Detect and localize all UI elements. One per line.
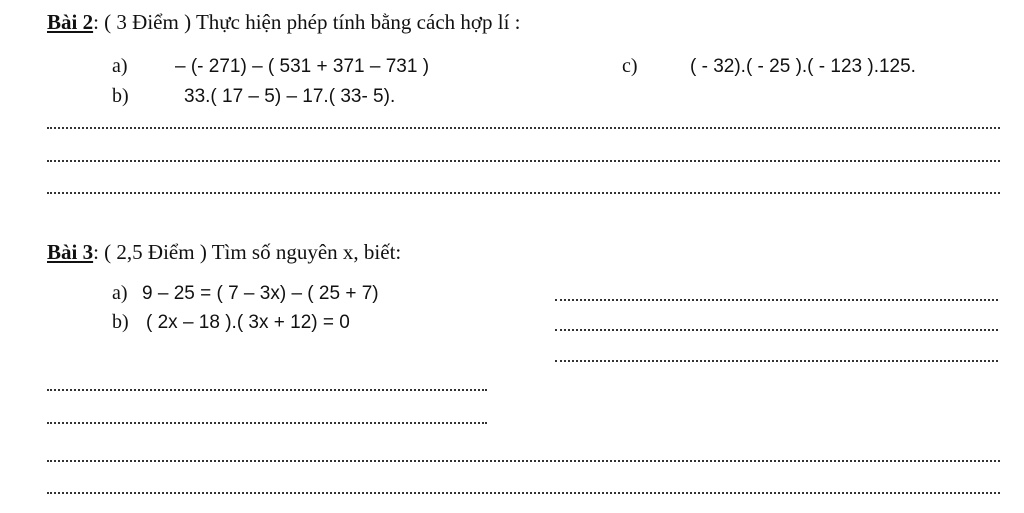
- exercise-3-heading: [47, 240, 401, 265]
- exercise-2-item-c-label: c): [622, 55, 638, 77]
- exercise-2-label: Bài 2: [47, 10, 94, 34]
- exercise-3-item-b-expression: ( 2x – 18 ).( 3x + 12) = 0: [146, 312, 350, 333]
- answer-line: [47, 492, 1000, 494]
- exercise-2-item-a-expression: – (- 271) – ( 531 + 371 – 731 ): [175, 56, 430, 77]
- exercise-2-item-c-expression: ( - 32).( - 25 ).( - 123 ).125.: [690, 56, 916, 77]
- exercise-2-item-b-label: b): [112, 85, 129, 107]
- exercise-2-item-a-label: a): [112, 55, 128, 77]
- exercise-2-heading: [47, 10, 521, 35]
- answer-line: [555, 360, 998, 362]
- answer-line: [47, 160, 1000, 162]
- answer-line: [555, 329, 998, 331]
- exercise-3-label: Bài 3: [47, 240, 94, 264]
- exercise-3-instruction: : ( 2,5 Điểm ) Tìm số nguyên x, biết:: [93, 240, 402, 264]
- exercise-3-item-a-label: a): [112, 282, 128, 304]
- answer-line: [47, 460, 1000, 462]
- answer-line: [47, 192, 1000, 194]
- exercise-3-item-a-expression: 9 – 25 = ( 7 – 3x) – ( 25 + 7): [142, 283, 379, 304]
- answer-line: [47, 127, 1000, 129]
- answer-line: [47, 389, 487, 391]
- exercise-3-item-b-label: b): [112, 311, 129, 333]
- answer-line: [555, 299, 998, 301]
- exercise-2-item-b-expression: 33.( 17 – 5) – 17.( 33- 5).: [184, 86, 396, 107]
- answer-line: [47, 422, 487, 424]
- exercise-2-instruction: : ( 3 Điểm ) Thực hiện phép tính bằng cách hợp lí :: [93, 10, 521, 34]
